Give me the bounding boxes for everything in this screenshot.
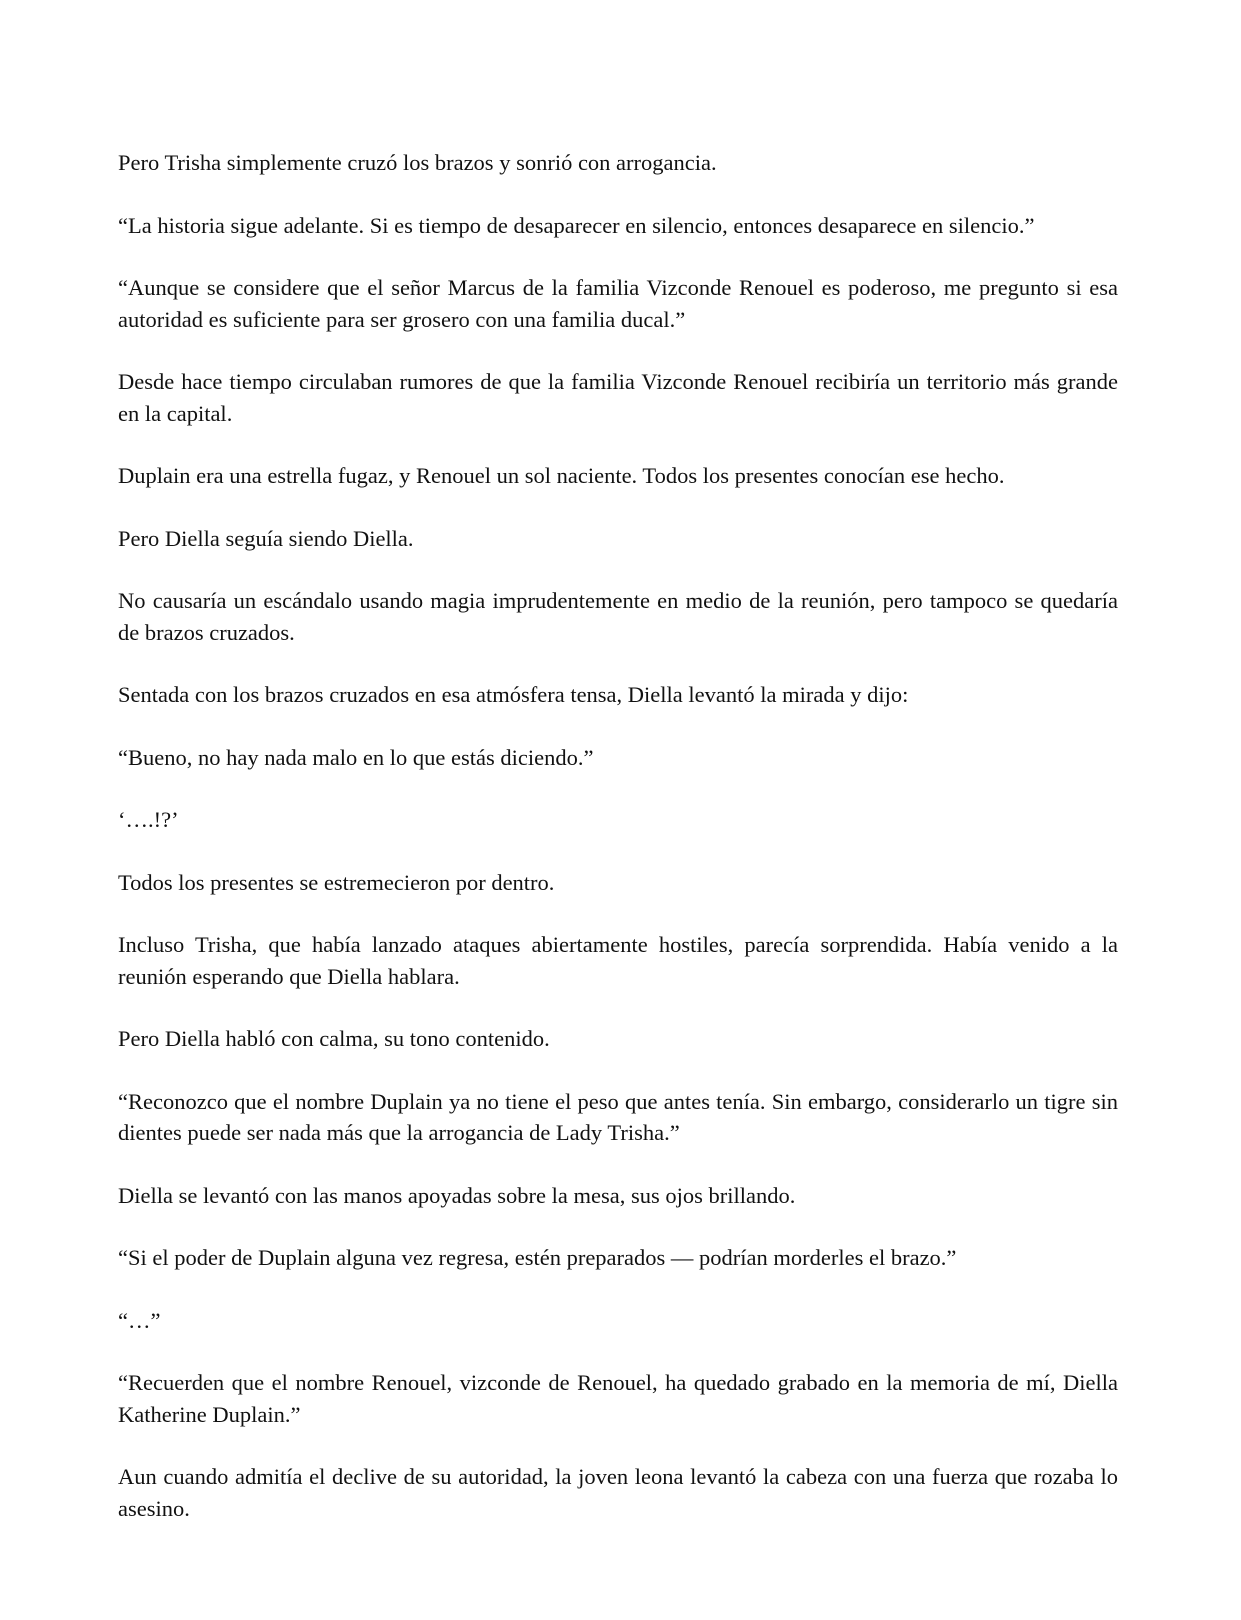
paragraph-18: “Recuerden que el nombre Renouel, vizconde de Renouel, ha quedado grabado en la memoria de mí, Diella Katherine Duplain.”: [118, 1370, 1118, 1427]
paragraph-2: “La historia sigue adelante. Si es tiempo de desaparecer en silencio, entonces desaparece en silencio.”: [118, 212, 1035, 238]
paragraph-19: Aun cuando admitía el declive de su autoridad, la joven leona levantó la cabeza con una fuerza que rozaba lo asesino.: [118, 1464, 1118, 1521]
paragraph-3: “Aunque se considere que el señor Marcus de la familia Vizconde Renouel es poderoso, me pregunto si esa autoridad es suficiente para ser grosero con una familia ducal.”: [118, 275, 1118, 332]
paragraph-5: Duplain era una estrella fugaz, y Renouel un sol naciente. Todos los presentes conocían ese hecho.: [118, 463, 1005, 488]
paragraph-9: “Bueno, no hay nada malo en lo que estás diciendo.”: [118, 744, 594, 770]
paragraph-16: “Si el poder de Duplain alguna vez regresa, estén preparados — podrían morderles el brazo.”: [118, 1245, 957, 1270]
paragraph-7: No causaría un escándalo usando magia imprudentemente en medio de la reunión, pero tampoco se quedaría de brazos cruzados.: [118, 588, 1118, 645]
paragraph-17: “…”: [118, 1307, 161, 1333]
document-body: [118, 147, 1118, 1555]
paragraph-12: Incluso Trisha, que había lanzado ataques abiertamente hostiles, parecía sorprendida. Había venido a la reunión esperando que Diella hablara.: [118, 932, 1118, 989]
paragraph-13: Pero Diella habló con calma, su tono contenido.: [118, 1026, 550, 1051]
paragraph-1: Pero Trisha simplemente cruzó los brazos y sonrió con arrogancia.: [118, 150, 717, 175]
paragraph-11: Todos los presentes se estremecieron por dentro.: [118, 869, 555, 895]
paragraph-4: Desde hace tiempo circulaban rumores de que la familia Vizconde Renouel recibiría un territorio más grande en la capital.: [118, 369, 1118, 426]
paragraph-15: Diella se levantó con las manos apoyadas sobre la mesa, sus ojos brillando.: [118, 1182, 796, 1208]
paragraph-14: “Reconozco que el nombre Duplain ya no tiene el peso que antes tenía. Sin embargo, considerarlo un tigre sin dientes puede ser nada más que la arrogancia de Lady Trisha.”: [118, 1088, 1118, 1145]
paragraph-6: Pero Diella seguía siendo Diella.: [118, 525, 414, 551]
paragraph-10: ‘….!?’: [118, 807, 179, 832]
paragraph-8: Sentada con los brazos cruzados en esa atmósfera tensa, Diella levantó la mirada y dijo:: [118, 682, 909, 707]
